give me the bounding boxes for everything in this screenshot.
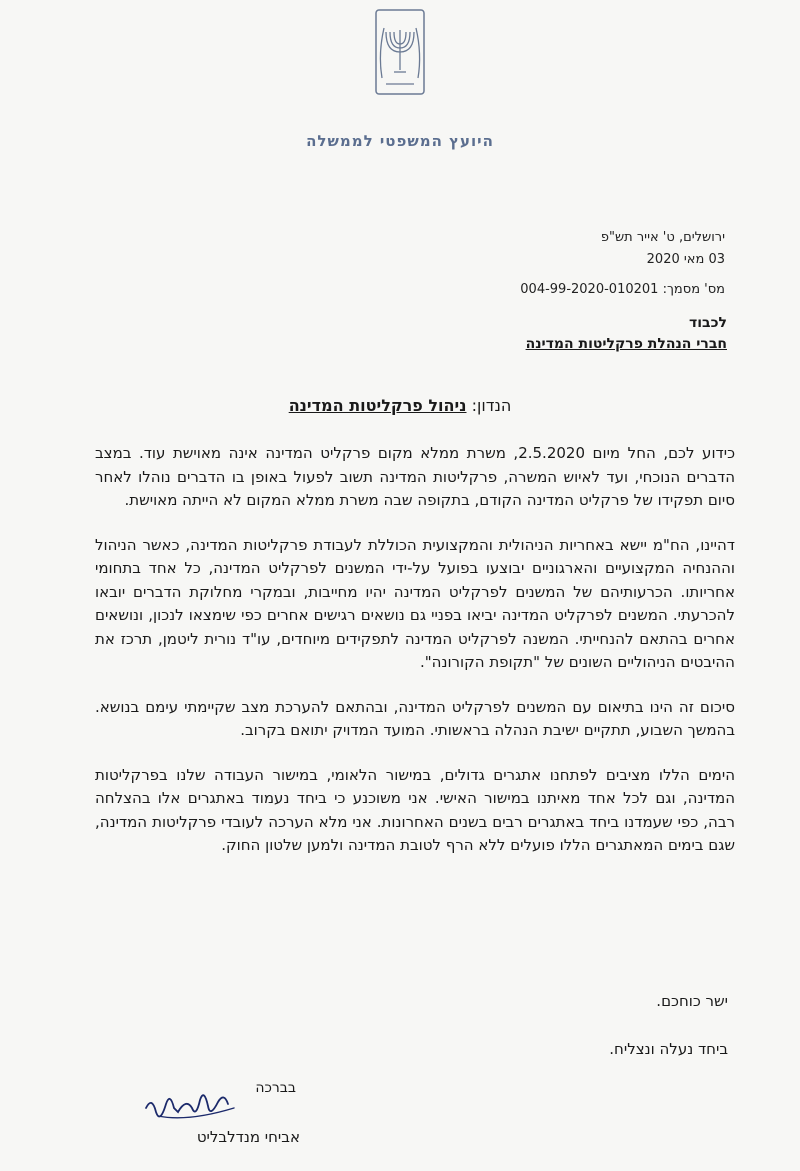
gregorian-date: 03 מאי 2020	[646, 252, 725, 267]
reference-label: מס' מסמך:	[662, 282, 725, 297]
reference-line	[520, 282, 725, 297]
body-paragraph-3: סיכום זה הינו בתיאום עם המשנים לפרקליט המדינה, ובהתאם להערכת מצב שקיימתי עימם בנושא. בהמשך השבוע, תתקיים ישיבת הנהלה בראשותי. המועד המדויק יתואם בקרוב.	[95, 697, 735, 739]
body-paragraph-2: דהיינו, הח"מ יישא באחריות הניהולית והמקצועית הכוללת לעבודת פרקליטות המדינה, כאשר הניהול וההנחיה המקצועיים והארגוניים יבוצעו בפועל על-ידי המשנים לפרקליט המדינה, כל אחד בתחומי אחריותו. הכרעותיהם של המשנים לפרקליט המדינה יהיו מחייבות, ובמקרי מחלוקת הדברים יובאו להכרעתי. המשנים לפרקליט המדינה יביאו בפניי גם נושאים רגישים אחרים כפי שימצאו לנכון, ונושאים אחרים בהתאם להנחייתי. המשנה לפרקליט המדינה לתפקידים מיוחדים, עו"ד נורית ליטמן, תרכז את ההיבטים הניהוליים השונים של "תקופת הקורונה".	[95, 535, 735, 671]
menorah-emblem-icon	[374, 8, 426, 96]
signature-blessing: בברכה	[255, 1080, 296, 1096]
closing-line-1: ישר כוחכם.	[656, 992, 728, 1010]
subject-label: הנדון:	[471, 396, 512, 415]
letter-body	[95, 442, 735, 879]
subject-text: ניהול פרקליטות המדינה	[288, 396, 467, 415]
signer-name: אביחי מנדלבליט	[196, 1128, 300, 1146]
place-hebrew-date: ירושלים, ט' אייר תש"פ	[600, 230, 725, 245]
body-paragraph-1: כידוע לכם, החל מיום 2.5.2020, משרת ממלא מקום פרקליט המדינה אינה מאוישת עוד. במצב הדברים הנוכחי, ועד לאיוש המשרה, פרקליטות המדינה תשוב לפעול באופן בו הדברים נוהלו לאחר סיום תפקידו של פרקליט המדינה הקודם, בתקופה שבה משרת ממלא המקום לא הייתה מאוישת.	[95, 444, 736, 509]
body-paragraph-4: הימים הללו מציבים לפתחנו אתגרים גדולים, במישור הלאומי, במישור העבודה שלנו בפרקליטות המדינה, וגם לכל אחד מאיתנו במישור האישי. אני משוכנע כי ביחד נעמוד באתגרים אלו בהצלחה רבה, כפי שעמדנו ביחד באתגרים רבים בשנים האחרונות. אני מלא הערכה לעובדי פרקליטות המדינה, שגם בימים המאתגרים הללו פועלים ללא הרף לטובת המדינה ולמען שלטון החוק.	[95, 765, 735, 854]
reference-number: 004-99-2020-010201	[520, 282, 659, 297]
addressee-honorific: לכבוד	[689, 315, 727, 331]
addressee-recipients: חברי הנהלת פרקליטות המדינה	[525, 336, 727, 352]
subject-line	[0, 396, 800, 415]
office-name: היועץ המשפטי לממשלה	[306, 132, 494, 150]
closing-line-2: ביחד נעלה ונצליח.	[609, 1040, 728, 1058]
